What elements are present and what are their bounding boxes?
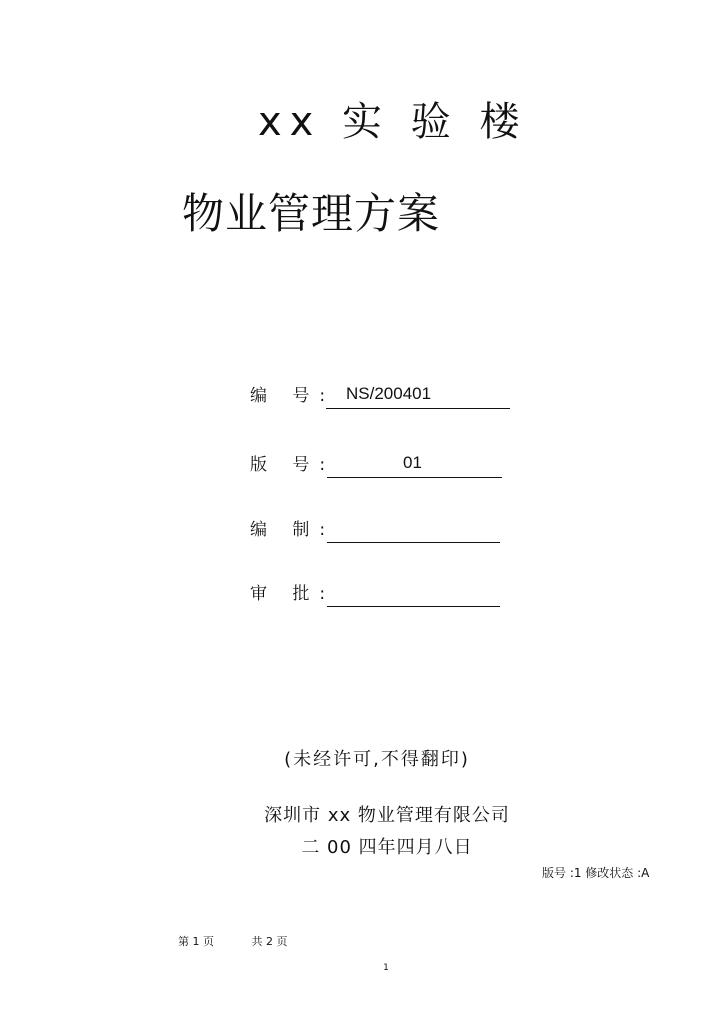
field-approval-label: 审 批: [250, 584, 336, 604]
field-number-label: 编 号: [250, 386, 336, 406]
company-name: 深圳市 xx 物业管理有限公司 [264, 805, 510, 826]
field-editor [250, 518, 502, 544]
footer-current-page: 第 1 页 [178, 935, 214, 948]
field-number-value: NS/200401 [346, 384, 432, 403]
footer-page-info [178, 934, 288, 950]
field-editor-label: 编 制: [250, 520, 336, 540]
field-version-value: 01 [403, 453, 422, 472]
field-number [250, 384, 512, 410]
field-editor-line [327, 518, 500, 543]
document-date: 二 00 四年四月八日 [301, 837, 473, 858]
document-title: xx 实 验 楼 [258, 99, 528, 145]
copyright-notice: (未经许可,不得翻印) [284, 749, 470, 770]
document-subtitle: 物业管理方案 [182, 189, 441, 238]
footer-total-pages: 共 2 页 [251, 935, 288, 948]
field-version-label: 版 号: [250, 455, 336, 475]
field-approval [250, 582, 502, 608]
page-number: 1 [383, 963, 389, 973]
version-status: 版号 :1 修改状态 :A [542, 866, 650, 880]
field-version [250, 453, 504, 479]
field-approval-line [327, 582, 500, 607]
